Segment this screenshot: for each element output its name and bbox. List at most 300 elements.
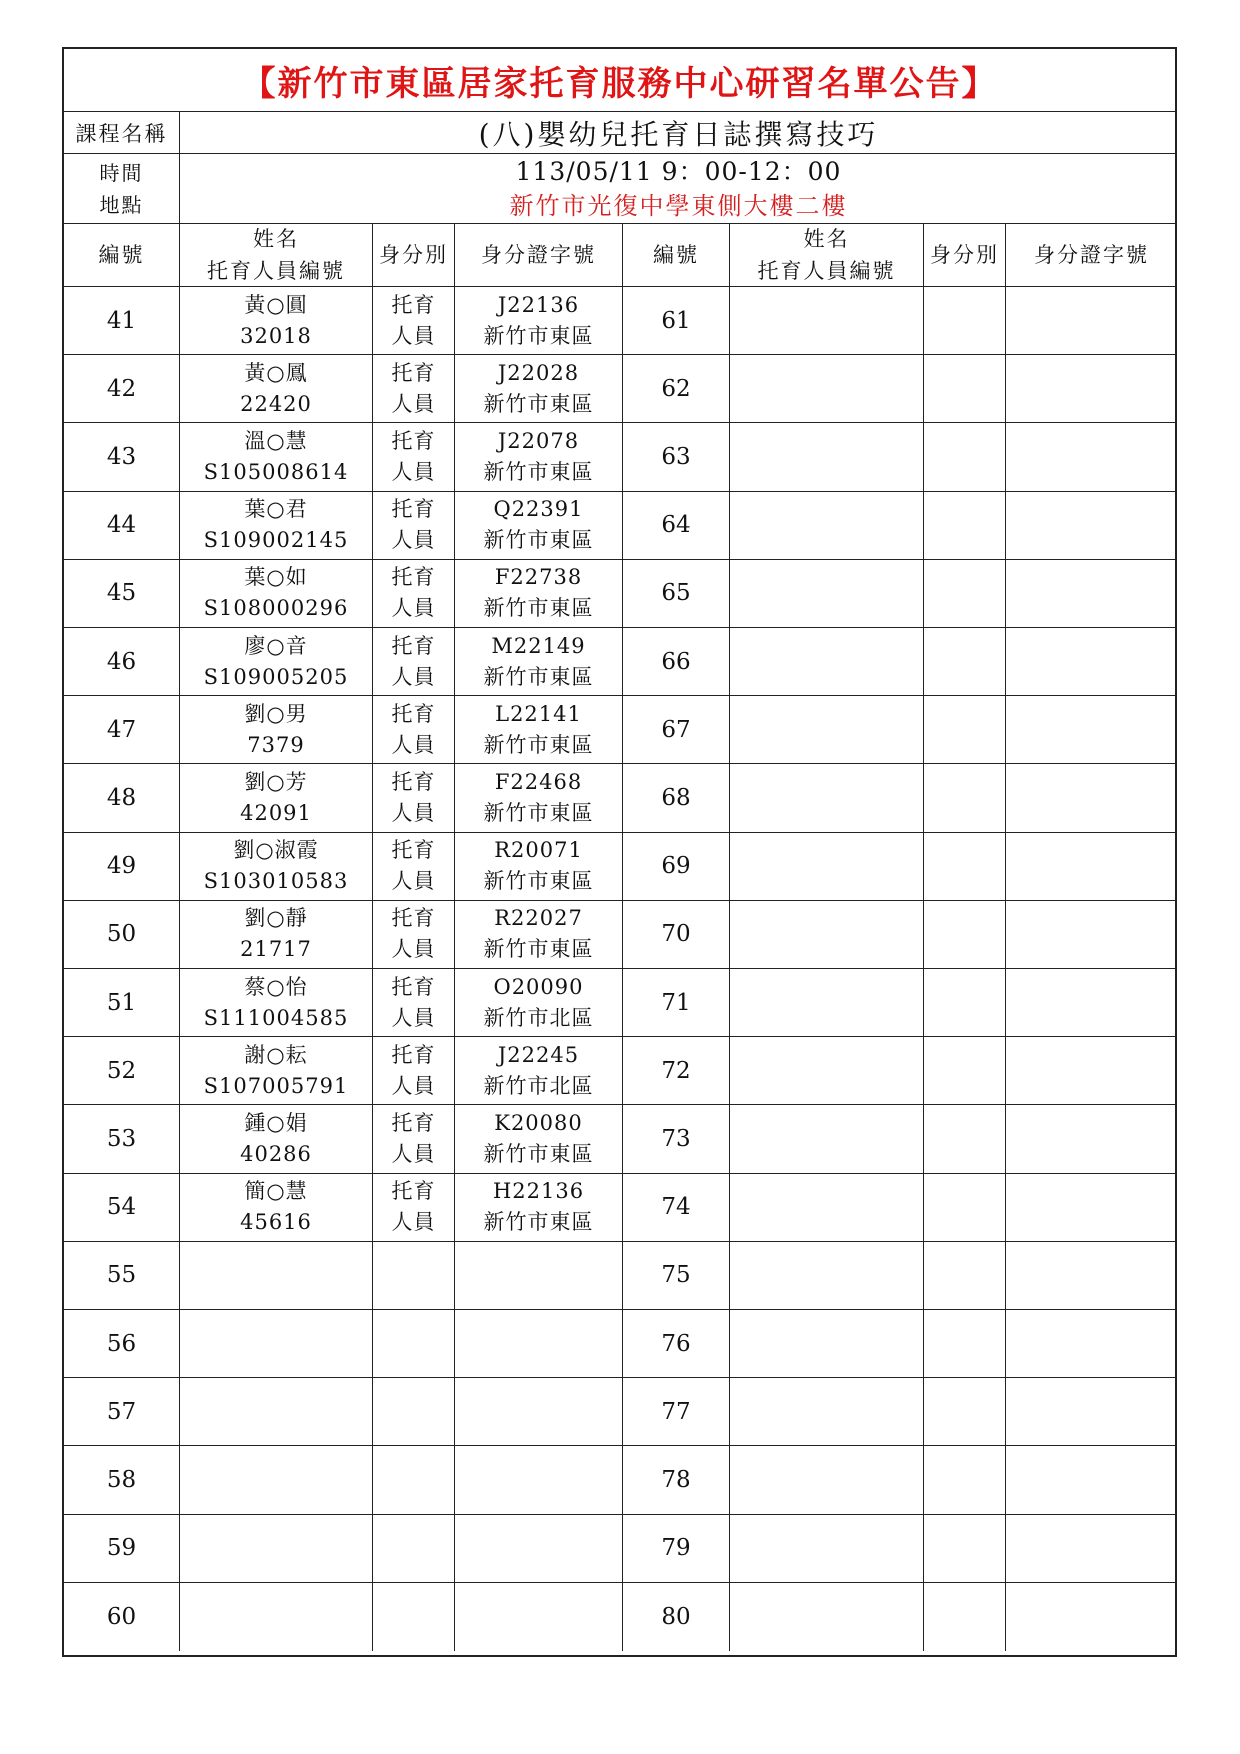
identity-line2: 人員 xyxy=(391,1210,436,1235)
header-identity-left xyxy=(373,224,455,286)
name-cell xyxy=(180,355,373,422)
row-number: 48 xyxy=(106,784,137,811)
empty-cell xyxy=(730,1174,924,1241)
empty-cell xyxy=(924,1242,1006,1309)
id-number: Q22391 xyxy=(493,497,584,522)
number-cell xyxy=(64,1515,180,1582)
identity-cell xyxy=(373,1242,455,1309)
number-cell xyxy=(64,833,180,900)
empty-cell xyxy=(924,560,1006,627)
row-number: 47 xyxy=(106,716,137,743)
number-cell-right xyxy=(623,1446,730,1513)
empty-cell xyxy=(924,1583,1006,1651)
row-number-right: 66 xyxy=(661,648,691,675)
caregiver-code: 22420 xyxy=(240,391,312,416)
number-cell-right xyxy=(623,287,730,354)
row-number: 46 xyxy=(106,648,137,675)
empty-cell xyxy=(1006,1037,1177,1104)
identity-cell xyxy=(373,969,455,1036)
number-cell-right xyxy=(623,696,730,763)
empty-cell xyxy=(1006,969,1177,1036)
empty-cell xyxy=(1006,901,1177,968)
row-number: 54 xyxy=(106,1194,137,1221)
id-number: O20090 xyxy=(493,974,584,999)
header-identity-label: 身分別 xyxy=(379,243,448,267)
row-number-right: 74 xyxy=(661,1194,691,1221)
caregiver-code: S105008614 xyxy=(203,459,349,484)
id-number-cell xyxy=(455,560,623,627)
empty-cell xyxy=(730,1515,924,1582)
row-number-right: 79 xyxy=(661,1535,691,1562)
empty-cell xyxy=(730,287,924,354)
identity-line1: 托育 xyxy=(391,838,436,863)
identity-cell xyxy=(373,287,455,354)
number-cell-right xyxy=(623,1583,730,1651)
identity-line1: 托育 xyxy=(391,701,436,726)
name-cell xyxy=(180,901,373,968)
identity-cell xyxy=(373,423,455,490)
empty-cell xyxy=(1006,492,1177,559)
time-place-row xyxy=(64,154,1175,224)
district: 新竹市東區 xyxy=(483,800,594,825)
empty-cell xyxy=(924,1310,1006,1377)
table-row xyxy=(64,628,1175,696)
roster-sheet xyxy=(62,47,1177,1657)
empty-cell xyxy=(1006,1105,1177,1172)
row-number-right: 65 xyxy=(661,580,691,607)
number-cell-right xyxy=(623,764,730,831)
caregiver-name: 葉○君 xyxy=(244,497,308,522)
row-number-right: 71 xyxy=(661,989,691,1016)
row-number-right: 67 xyxy=(661,716,691,743)
caregiver-code: 32018 xyxy=(240,323,312,348)
table-row xyxy=(64,833,1175,901)
id-number-cell xyxy=(455,492,623,559)
row-number-right: 75 xyxy=(661,1262,691,1289)
number-cell-right xyxy=(623,901,730,968)
identity-line1: 托育 xyxy=(391,1042,436,1067)
header-identity-label: 身分別 xyxy=(930,243,999,267)
course-value-cell xyxy=(180,112,1177,153)
empty-cell xyxy=(924,1515,1006,1582)
caregiver-code: 45616 xyxy=(240,1210,312,1235)
caregiver-code: S107005791 xyxy=(203,1073,349,1098)
identity-line1: 托育 xyxy=(391,1179,436,1204)
caregiver-code: S108000296 xyxy=(203,596,349,621)
row-number: 43 xyxy=(106,443,137,470)
district: 新竹市東區 xyxy=(483,732,594,757)
number-cell xyxy=(64,423,180,490)
id-number: F22468 xyxy=(494,769,583,794)
identity-line2: 人員 xyxy=(391,869,436,894)
id-number: J22078 xyxy=(497,428,580,453)
identity-line1: 托育 xyxy=(391,428,436,453)
id-number-cell xyxy=(455,1242,623,1309)
district: 新竹市東區 xyxy=(483,323,594,348)
empty-cell xyxy=(730,1378,924,1445)
identity-line1: 托育 xyxy=(391,769,436,794)
name-cell xyxy=(180,1037,373,1104)
empty-cell xyxy=(730,764,924,831)
district: 新竹市東區 xyxy=(483,937,594,962)
empty-cell xyxy=(924,1037,1006,1104)
number-cell-right xyxy=(623,1515,730,1582)
id-number-cell xyxy=(455,628,623,695)
empty-cell xyxy=(1006,423,1177,490)
table-row xyxy=(64,560,1175,628)
course-label-cell xyxy=(64,112,180,153)
caregiver-name: 廖○音 xyxy=(244,633,308,658)
row-number: 53 xyxy=(106,1125,137,1152)
number-cell xyxy=(64,628,180,695)
table-row xyxy=(64,492,1175,560)
empty-cell xyxy=(1006,628,1177,695)
number-cell xyxy=(64,1037,180,1104)
identity-cell xyxy=(373,560,455,627)
caregiver-name: 黃○鳳 xyxy=(244,360,308,385)
empty-cell xyxy=(1006,833,1177,900)
district: 新竹市東區 xyxy=(483,1210,594,1235)
empty-cell xyxy=(924,492,1006,559)
number-cell-right xyxy=(623,1310,730,1377)
id-number: J22028 xyxy=(497,360,580,385)
name-cell xyxy=(180,969,373,1036)
identity-line2: 人員 xyxy=(391,1073,436,1098)
number-cell-right xyxy=(623,423,730,490)
empty-cell xyxy=(730,1310,924,1377)
number-cell xyxy=(64,1242,180,1309)
header-code-label: 托育人員編號 xyxy=(207,259,345,283)
number-cell xyxy=(64,355,180,422)
row-number: 49 xyxy=(106,853,137,880)
district: 新竹市東區 xyxy=(483,869,594,894)
number-cell xyxy=(64,764,180,831)
empty-cell xyxy=(1006,764,1177,831)
row-number: 59 xyxy=(106,1535,137,1562)
caregiver-name: 蔡○怡 xyxy=(244,974,308,999)
id-number-cell xyxy=(455,1515,623,1582)
empty-cell xyxy=(1006,287,1177,354)
name-cell xyxy=(180,1174,373,1241)
number-cell-right xyxy=(623,833,730,900)
empty-cell xyxy=(730,696,924,763)
header-number-label: 編號 xyxy=(98,243,145,267)
district: 新竹市東區 xyxy=(483,528,594,553)
id-number-cell xyxy=(455,833,623,900)
course-row xyxy=(64,112,1175,154)
id-number-cell xyxy=(455,696,623,763)
row-number: 42 xyxy=(106,375,137,402)
time-place-label-cell xyxy=(64,154,180,223)
name-cell xyxy=(180,423,373,490)
number-cell-right xyxy=(623,1105,730,1172)
table-row xyxy=(64,901,1175,969)
number-cell xyxy=(64,560,180,627)
identity-cell xyxy=(373,1037,455,1104)
number-cell xyxy=(64,492,180,559)
row-number: 57 xyxy=(106,1398,137,1425)
name-cell xyxy=(180,1515,373,1582)
caregiver-name: 劉○男 xyxy=(244,701,308,726)
row-number-right: 78 xyxy=(661,1466,691,1493)
empty-cell xyxy=(1006,696,1177,763)
identity-line1: 托育 xyxy=(391,497,436,522)
place-label: 地點 xyxy=(99,192,144,217)
row-number-right: 77 xyxy=(661,1398,691,1425)
row-number-right: 61 xyxy=(661,307,691,334)
id-number: K20080 xyxy=(494,1110,583,1135)
number-cell xyxy=(64,1105,180,1172)
identity-line2: 人員 xyxy=(391,664,436,689)
empty-cell xyxy=(924,1378,1006,1445)
title-cell xyxy=(64,49,1175,111)
caregiver-code: S109005205 xyxy=(203,664,349,689)
caregiver-code: 40286 xyxy=(240,1141,312,1166)
id-number-cell xyxy=(455,1446,623,1513)
header-number-left xyxy=(64,224,180,286)
empty-cell xyxy=(1006,1310,1177,1377)
id-number-cell xyxy=(455,1310,623,1377)
table-row xyxy=(64,287,1175,355)
number-cell-right xyxy=(623,492,730,559)
number-cell xyxy=(64,969,180,1036)
empty-cell xyxy=(1006,1378,1177,1445)
empty-cell xyxy=(924,969,1006,1036)
table-row xyxy=(64,1378,1175,1446)
id-number: F22738 xyxy=(494,565,583,590)
empty-cell xyxy=(924,764,1006,831)
name-cell xyxy=(180,1105,373,1172)
number-cell-right xyxy=(623,969,730,1036)
table-row xyxy=(64,969,1175,1037)
number-cell xyxy=(64,901,180,968)
name-cell xyxy=(180,492,373,559)
identity-line2: 人員 xyxy=(391,1141,436,1166)
id-number-cell xyxy=(455,287,623,354)
id-number: J22245 xyxy=(497,1042,580,1067)
header-name-left xyxy=(180,224,373,286)
identity-line2: 人員 xyxy=(391,937,436,962)
table-row xyxy=(64,764,1175,832)
empty-cell xyxy=(730,492,924,559)
row-number: 58 xyxy=(106,1466,137,1493)
identity-line2: 人員 xyxy=(391,800,436,825)
number-cell xyxy=(64,1446,180,1513)
number-cell-right xyxy=(623,560,730,627)
title-row xyxy=(64,49,1175,112)
row-number-right: 69 xyxy=(661,853,691,880)
district: 新竹市北區 xyxy=(483,1073,594,1098)
caregiver-code: S109002145 xyxy=(203,528,349,553)
empty-cell xyxy=(924,287,1006,354)
row-number: 41 xyxy=(106,307,137,334)
table-row xyxy=(64,1515,1175,1583)
time-place-value-cell xyxy=(180,154,1177,223)
identity-line2: 人員 xyxy=(391,459,436,484)
name-cell xyxy=(180,1310,373,1377)
district: 新竹市北區 xyxy=(483,1005,594,1030)
id-number-cell xyxy=(455,355,623,422)
header-identity-right xyxy=(924,224,1006,286)
header-idnumber-right xyxy=(1006,224,1177,286)
number-cell xyxy=(64,1174,180,1241)
caregiver-code: 7379 xyxy=(247,732,305,757)
header-code-label: 托育人員編號 xyxy=(757,259,896,283)
id-number-cell xyxy=(455,1583,623,1651)
empty-cell xyxy=(730,1242,924,1309)
time-label: 時間 xyxy=(99,160,144,185)
district: 新竹市東區 xyxy=(483,664,594,689)
empty-cell xyxy=(924,833,1006,900)
number-cell-right xyxy=(623,1242,730,1309)
caregiver-code: 21717 xyxy=(240,937,312,962)
name-cell xyxy=(180,560,373,627)
id-number-cell xyxy=(455,764,623,831)
identity-cell xyxy=(373,764,455,831)
empty-cell xyxy=(1006,560,1177,627)
row-number-right: 62 xyxy=(661,375,691,402)
row-number-right: 76 xyxy=(661,1330,691,1357)
header-name-right xyxy=(730,224,924,286)
empty-cell xyxy=(924,901,1006,968)
table-row xyxy=(64,696,1175,764)
empty-cell xyxy=(924,355,1006,422)
row-number-right: 73 xyxy=(661,1125,691,1152)
empty-cell xyxy=(730,901,924,968)
caregiver-name: 葉○如 xyxy=(244,565,308,590)
table-row xyxy=(64,355,1175,423)
number-cell-right xyxy=(623,628,730,695)
identity-cell xyxy=(373,1174,455,1241)
identity-line2: 人員 xyxy=(391,528,436,553)
empty-cell xyxy=(730,423,924,490)
session-place: 新竹市光復中學東側大樓二樓 xyxy=(509,191,848,220)
table-row xyxy=(64,1242,1175,1310)
row-number: 44 xyxy=(106,512,137,539)
identity-line1: 托育 xyxy=(391,906,436,931)
number-cell xyxy=(64,1378,180,1445)
empty-cell xyxy=(730,628,924,695)
row-number-right: 68 xyxy=(661,784,691,811)
empty-cell xyxy=(1006,1446,1177,1513)
table-row xyxy=(64,423,1175,491)
empty-cell xyxy=(730,833,924,900)
session-time: 113/05/11 9：00-12：00 xyxy=(515,156,842,186)
caregiver-name: 簡○慧 xyxy=(244,1179,308,1204)
empty-cell xyxy=(1006,1242,1177,1309)
empty-cell xyxy=(1006,355,1177,422)
row-number-right: 64 xyxy=(661,512,691,539)
row-number: 51 xyxy=(106,989,137,1016)
number-cell xyxy=(64,287,180,354)
row-number-right: 72 xyxy=(661,1057,691,1084)
caregiver-code: S103010583 xyxy=(203,869,349,894)
table-row xyxy=(64,1446,1175,1514)
id-number: R22027 xyxy=(494,906,583,931)
identity-cell xyxy=(373,1515,455,1582)
identity-cell xyxy=(373,1378,455,1445)
identity-cell xyxy=(373,901,455,968)
id-number-cell xyxy=(455,423,623,490)
empty-cell xyxy=(730,1105,924,1172)
district: 新竹市東區 xyxy=(483,1141,594,1166)
identity-cell xyxy=(373,1446,455,1513)
empty-cell xyxy=(924,628,1006,695)
table-row xyxy=(64,1310,1175,1378)
row-number-right: 80 xyxy=(661,1603,691,1630)
empty-cell xyxy=(730,1037,924,1104)
identity-line2: 人員 xyxy=(391,596,436,621)
empty-cell xyxy=(730,1583,924,1651)
id-number-cell xyxy=(455,901,623,968)
identity-line2: 人員 xyxy=(391,732,436,757)
identity-line1: 托育 xyxy=(391,1110,436,1135)
caregiver-name: 劉○淑霞 xyxy=(233,838,319,863)
id-number-cell xyxy=(455,1105,623,1172)
number-cell xyxy=(64,1583,180,1651)
caregiver-code: 42091 xyxy=(240,800,312,825)
name-cell xyxy=(180,764,373,831)
id-number-cell xyxy=(455,1037,623,1104)
caregiver-name: 鍾○娟 xyxy=(244,1110,308,1135)
id-number-cell xyxy=(455,1174,623,1241)
caregiver-name: 謝○耘 xyxy=(244,1042,308,1067)
header-name-label: 姓名 xyxy=(803,227,850,251)
empty-cell xyxy=(1006,1174,1177,1241)
number-cell-right xyxy=(623,1174,730,1241)
district: 新竹市東區 xyxy=(483,391,594,416)
header-number-label: 編號 xyxy=(653,243,699,267)
number-cell xyxy=(64,1310,180,1377)
identity-line1: 托育 xyxy=(391,974,436,999)
name-cell xyxy=(180,628,373,695)
name-cell xyxy=(180,696,373,763)
empty-cell xyxy=(1006,1515,1177,1582)
district: 新竹市東區 xyxy=(483,459,594,484)
caregiver-name: 溫○慧 xyxy=(244,428,308,453)
identity-cell xyxy=(373,1310,455,1377)
identity-cell xyxy=(373,1105,455,1172)
row-number-right: 63 xyxy=(661,443,691,470)
identity-line1: 托育 xyxy=(391,565,436,590)
empty-cell xyxy=(730,1446,924,1513)
row-number: 60 xyxy=(106,1603,137,1630)
table-row xyxy=(64,1037,1175,1105)
header-idnumber-left xyxy=(455,224,623,286)
identity-line2: 人員 xyxy=(391,391,436,416)
row-number: 52 xyxy=(106,1057,137,1084)
empty-cell xyxy=(730,560,924,627)
identity-line2: 人員 xyxy=(391,1005,436,1030)
table-row xyxy=(64,1174,1175,1242)
identity-cell xyxy=(373,492,455,559)
empty-cell xyxy=(924,696,1006,763)
identity-line1: 托育 xyxy=(391,633,436,658)
empty-cell xyxy=(1006,1583,1177,1651)
course-name: (八)嬰幼兒托育日誌撰寫技巧 xyxy=(478,117,879,151)
caregiver-name: 黃○圓 xyxy=(244,292,308,317)
empty-cell xyxy=(730,355,924,422)
table-row xyxy=(64,1583,1175,1651)
name-cell xyxy=(180,1446,373,1513)
identity-cell xyxy=(373,628,455,695)
identity-cell xyxy=(373,355,455,422)
caregiver-name: 劉○芳 xyxy=(244,769,308,794)
name-cell xyxy=(180,1583,373,1651)
number-cell-right xyxy=(623,355,730,422)
row-number: 50 xyxy=(106,921,137,948)
header-name-label: 姓名 xyxy=(253,227,299,251)
